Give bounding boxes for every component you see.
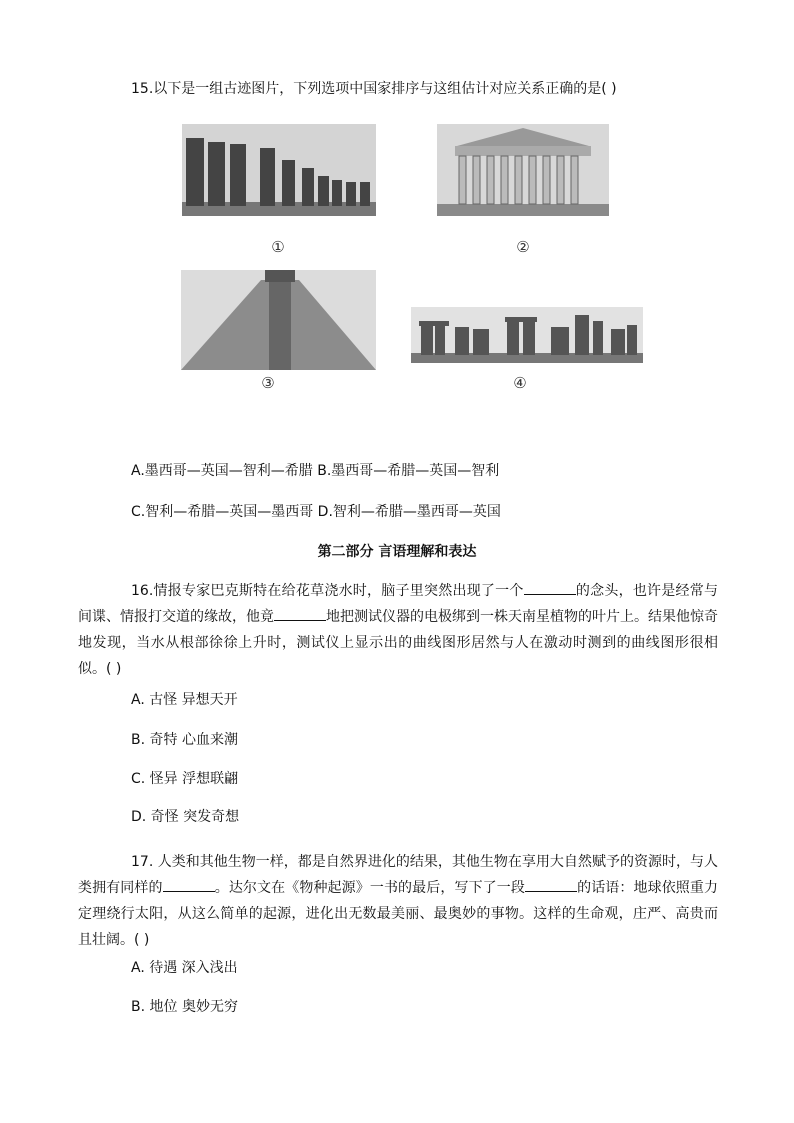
q17-option-a: A. 待遇 深入浅出	[131, 960, 238, 976]
question-15-options-ab: A.墨西哥—英国—智利—希腊 B.墨西哥—希腊—英国—智利	[131, 463, 500, 479]
image-caption-4: ④	[513, 374, 527, 392]
parthenon-image	[437, 124, 609, 216]
moai-statues-image	[182, 124, 376, 216]
question-15-options-cd: C.智利—希腊—英国—墨西哥 D.智利—希腊—墨西哥—英国	[131, 504, 501, 520]
q16-option-c: C. 怪异 浮想联翩	[131, 771, 239, 787]
q16-text-2: 的念头，也许是经常与间谍、情报打交道的缘故，他竟	[78, 583, 719, 625]
question-16-stem	[78, 578, 718, 682]
q16-option-a: A. 古怪 异想天开	[131, 692, 238, 708]
fill-blank	[163, 879, 215, 892]
q16-option-b: B. 奇特 心血来潮	[131, 732, 238, 748]
q16-option-d: D. 奇怪 突发奇想	[131, 809, 240, 825]
question-17-stem	[78, 849, 718, 953]
pyramid-image	[181, 270, 376, 370]
section-title: 第二部分 言语理解和表达	[317, 544, 477, 560]
q16-text-1: 16.情报专家巴克斯特在给花草浇水时，脑子里突然出现了一个	[131, 583, 524, 599]
image-caption-3: ③	[261, 374, 275, 392]
q17-text-3: 的话语：地球依照重力定理绕行太阳，从这么简单的起源，进化出无数最美丽、最奥妙的事物。这样的生命观，庄严、高贵而且壮阔。( )	[78, 880, 719, 948]
fill-blank	[524, 582, 576, 595]
q17-text-2: 。达尔文在《物种起源》一书的最后，写下了一段	[214, 880, 525, 896]
fill-blank	[274, 608, 326, 621]
fill-blank	[525, 879, 577, 892]
question-15-stem: 15.以下是一组古迹图片，下列选项中国家排序与这组估计对应关系正确的是( )	[131, 81, 617, 97]
q17-option-b: B. 地位 奥妙无穷	[131, 999, 238, 1015]
q16-text-3: 地把测试仪器的电极绑到一株天南星植物的叶片上。结果他惊奇地发现，当水从根部徐徐上升时，测试仪上显示出的曲线图形居然与人在激动时测到的曲线图形很相似。( )	[78, 609, 718, 677]
image-caption-2: ②	[516, 238, 530, 256]
image-caption-1: ①	[271, 238, 285, 256]
q17-text-1: 17. 人类和其他生物一样，都是自然界进化的结果，其他生物在享用大自然赋予的资源时，与人类拥有同样的	[78, 854, 718, 896]
stonehenge-image	[411, 307, 643, 363]
